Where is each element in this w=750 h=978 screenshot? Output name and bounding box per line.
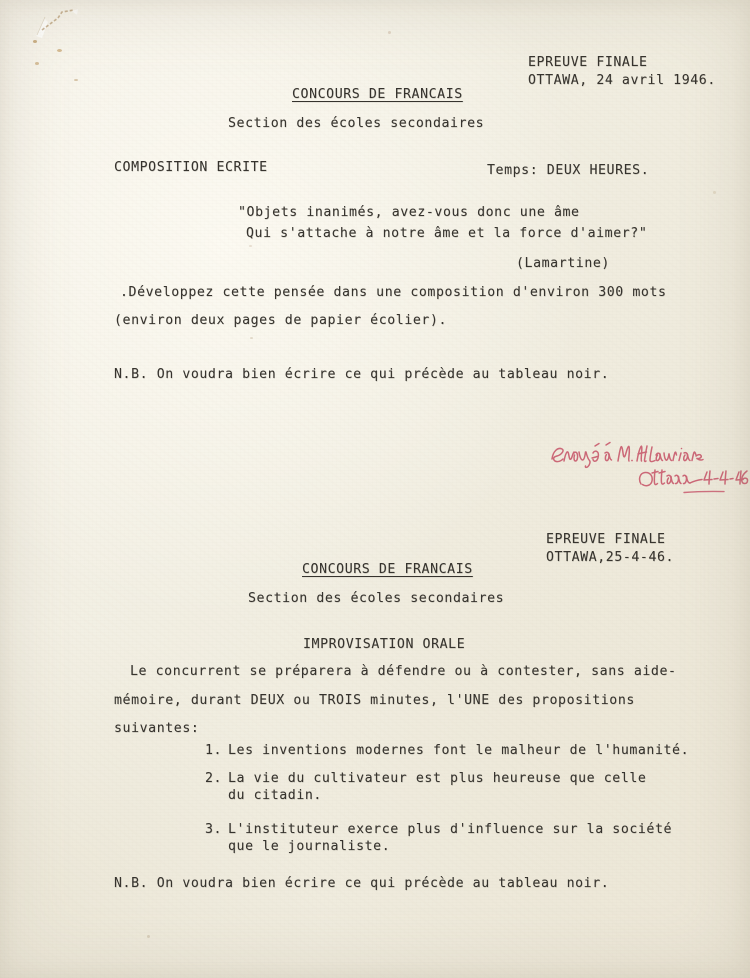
foxing-spot bbox=[35, 62, 39, 65]
handwritten-annotation bbox=[548, 437, 748, 495]
section-two-note: N.B. On voudra bien écrire ce qui précède au tableau noir. bbox=[114, 876, 610, 891]
section-two-exam-label: IMPROVISATION ORALE bbox=[303, 637, 466, 652]
quote-line-2: Qui s'attache à notre âme et la force d'aimer?" bbox=[246, 226, 648, 241]
section-one-exam-label: COMPOSITION ECRITE bbox=[114, 160, 268, 175]
section-two-subtitle: Section des écoles secondaires bbox=[248, 591, 505, 606]
section-two-header-line2: OTTAWA,25-4-46. bbox=[546, 550, 675, 565]
proposition-number: 3. bbox=[205, 822, 223, 837]
section-two-instruction-line2: mémoire, durant DEUX ou TROIS minutes, l'UNE des propositions bbox=[114, 693, 635, 708]
foxing-spot bbox=[57, 49, 62, 52]
proposition-text: Les inventions modernes font le malheur de l'humanité. bbox=[228, 743, 690, 758]
proposition-number: 1. bbox=[205, 743, 223, 758]
section-one-instruction-line1: .Développez cette pensée dans une composition d'environ 300 mots bbox=[120, 285, 667, 300]
section-one-time-label: Temps: DEUX HEURES. bbox=[487, 163, 650, 178]
foxing-spot bbox=[713, 191, 716, 194]
foxing-spot bbox=[147, 935, 150, 938]
proposition-number: 2. bbox=[205, 771, 223, 786]
foxing-spot bbox=[33, 40, 37, 43]
quote-line-1: "Objets inanimés, avez-vous donc une âme bbox=[238, 205, 580, 220]
quote-attribution: (Lamartine) bbox=[516, 256, 610, 271]
foxing-spot bbox=[74, 79, 78, 81]
section-one-subtitle: Section des écoles secondaires bbox=[228, 116, 485, 131]
proposition-text-cont: du citadin. bbox=[228, 788, 322, 803]
section-two-title: CONCOURS DE FRANCAIS bbox=[302, 562, 473, 577]
section-one-instruction-line2: (environ deux pages de papier écolier). bbox=[114, 313, 448, 328]
proposition-text: La vie du cultivateur est plus heureuse que celle bbox=[228, 771, 647, 786]
foxing-spot bbox=[388, 31, 391, 34]
section-two-instruction-line3: suivantes: bbox=[114, 721, 200, 736]
section-one-note: N.B. On voudra bien écrire ce qui précède au tableau noir. bbox=[114, 367, 610, 382]
section-two-instruction-line1: Le concurrent se préparera à défendre ou à contester, sans aide- bbox=[130, 664, 677, 679]
proposition-text: L'instituteur exerce plus d'influence sur la société bbox=[228, 822, 673, 837]
foxing-spot bbox=[250, 337, 253, 339]
annotation-underline bbox=[684, 491, 724, 492]
handwritten-annotation-ink bbox=[548, 437, 748, 495]
foxing-spot bbox=[249, 245, 252, 247]
section-one-header-line2: OTTAWA, 24 avril 1946. bbox=[528, 73, 716, 88]
section-one-header-line1: EPREUVE FINALE bbox=[528, 55, 648, 70]
section-two-header-line1: EPREUVE FINALE bbox=[546, 532, 666, 547]
proposition-text-cont: que le journaliste. bbox=[228, 839, 391, 854]
staple-tear-mark bbox=[28, 8, 86, 54]
section-one-title: CONCOURS DE FRANCAIS bbox=[292, 87, 463, 102]
